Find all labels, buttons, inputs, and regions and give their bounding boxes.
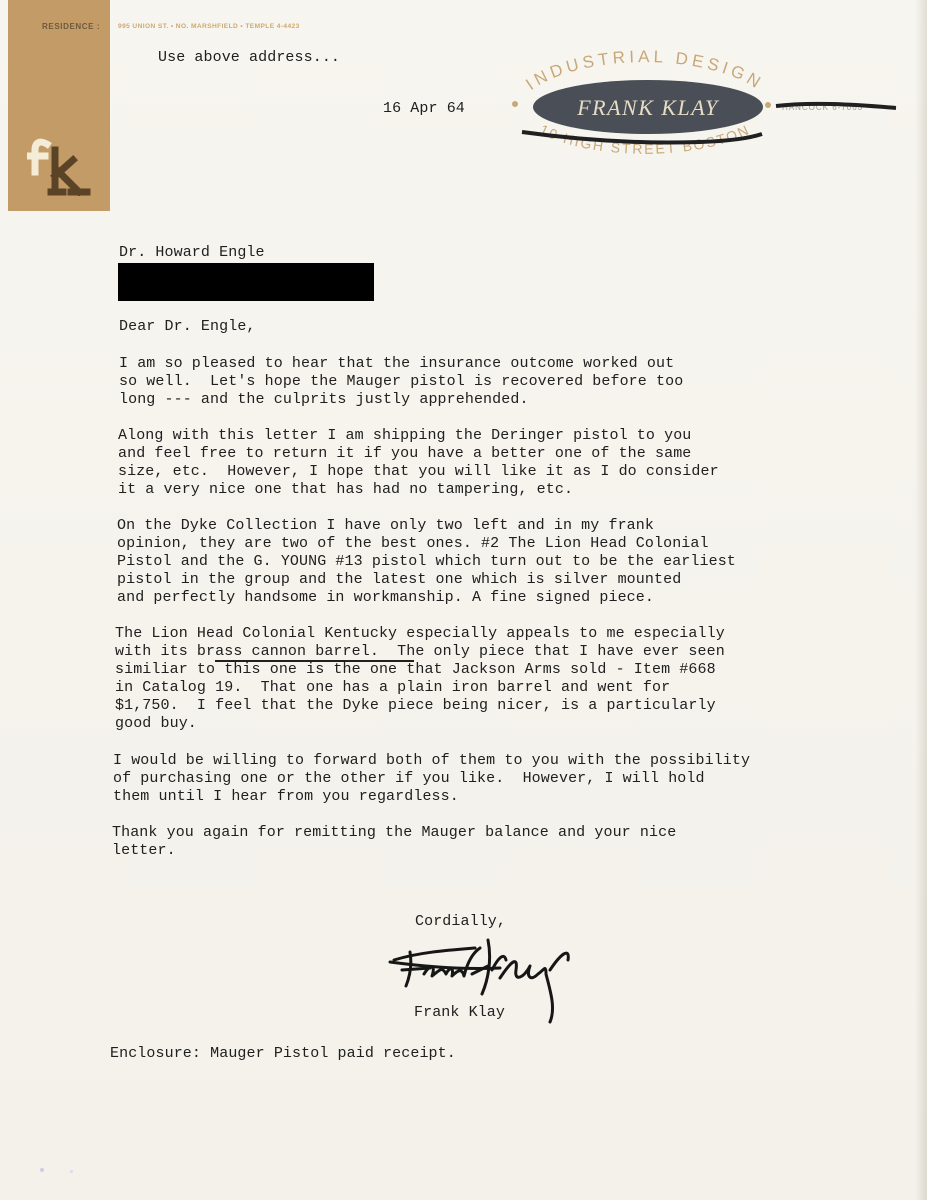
p4-line: $1,750. I feel that the Dyke piece being nicer, is a particularly [115,697,716,714]
recipient-name: Dr. Howard Engle [119,244,265,261]
emblem-dot-right [765,102,771,108]
p2-line: size, etc. However, I hope that you will like it as I do consider [118,463,719,480]
fk-logo-icon [27,136,99,196]
p6-line: Thank you again for remitting the Mauger balance and your nice [112,824,677,841]
p2-line: Along with this letter I am shipping the Deringer pistol to you [118,427,692,444]
p5-line: of purchasing one or the other if you like. However, I will hold [113,770,705,787]
letterhead-strip [8,0,110,211]
p5-line: them until I hear from you regardless. [113,788,459,805]
p1-line: long --- and the culprits justly apprehended. [119,391,529,408]
p2-line: and feel free to return it if you have a better one of the same [118,445,692,462]
p3-line: On the Dyke Collection I have only two left and in my frank [117,517,654,534]
page-edge-shadow [915,0,927,1200]
p3-line: pistol in the group and the latest one which is silver mounted [117,571,682,588]
emblem-top-text: INDUSTRIAL DESIGN [522,47,768,94]
emblem-bottom-text: 10 HIGH STREET BOSTON [537,121,753,157]
company-name: FRANK KLAY [577,95,719,120]
p3-line: Pistol and the G. YOUNG #13 pistol which turn out to be the earliest [117,553,736,570]
p4-line: in Catalog 19. That one has a plain iron barrel and went for [115,679,671,696]
company-phone: HANCOCK 6-7063 [782,103,864,112]
company-emblem [500,40,920,170]
p3-line: and perfectly handsome in workmanship. A fine signed piece. [117,589,654,606]
letter-date: 16 Apr 64 [383,100,465,117]
p1-line: I am so pleased to hear that the insurance outcome worked out [119,355,675,372]
note-use-above-address: Use above address... [158,49,341,66]
p6-line: letter. [112,842,176,859]
p2-line: it a very nice one that has had no tampering, etc. [118,481,574,498]
paper-speck [70,1170,73,1173]
p5-line: I would be willing to forward both of them to you with the possibility [113,752,751,769]
salutation: Dear Dr. Engle, [119,318,256,335]
emblem-dot-left [512,101,518,107]
enclosure-note: Enclosure: Mauger Pistol paid receipt. [110,1045,456,1062]
p4-line: The Lion Head Colonial Kentucky especially appeals to me especially [115,625,725,642]
paper-speck [40,1168,44,1172]
p4-line: good buy. [115,715,197,732]
closing: Cordially, [415,913,507,930]
redacted-address [118,263,374,301]
signature-name: Frank Klay [414,1004,506,1021]
p3-line: opinion, they are two of the best ones. #2 The Lion Head Colonial [117,535,709,552]
p1-line: so well. Let's hope the Mauger pistol is recovered before too [119,373,684,390]
p4-line: similiar to this one is the one that Jackson Arms sold - Item #668 [115,661,716,678]
residence-address: 995 UNION ST. • NO. MARSHFIELD • TEMPLE 4-4423 [118,23,300,30]
residence-label: RESIDENCE : [42,22,101,31]
p4-line: with its brass cannon barrel. The only piece that I have ever seen [115,643,725,660]
underline-brass-cannon-barrel [215,660,414,662]
